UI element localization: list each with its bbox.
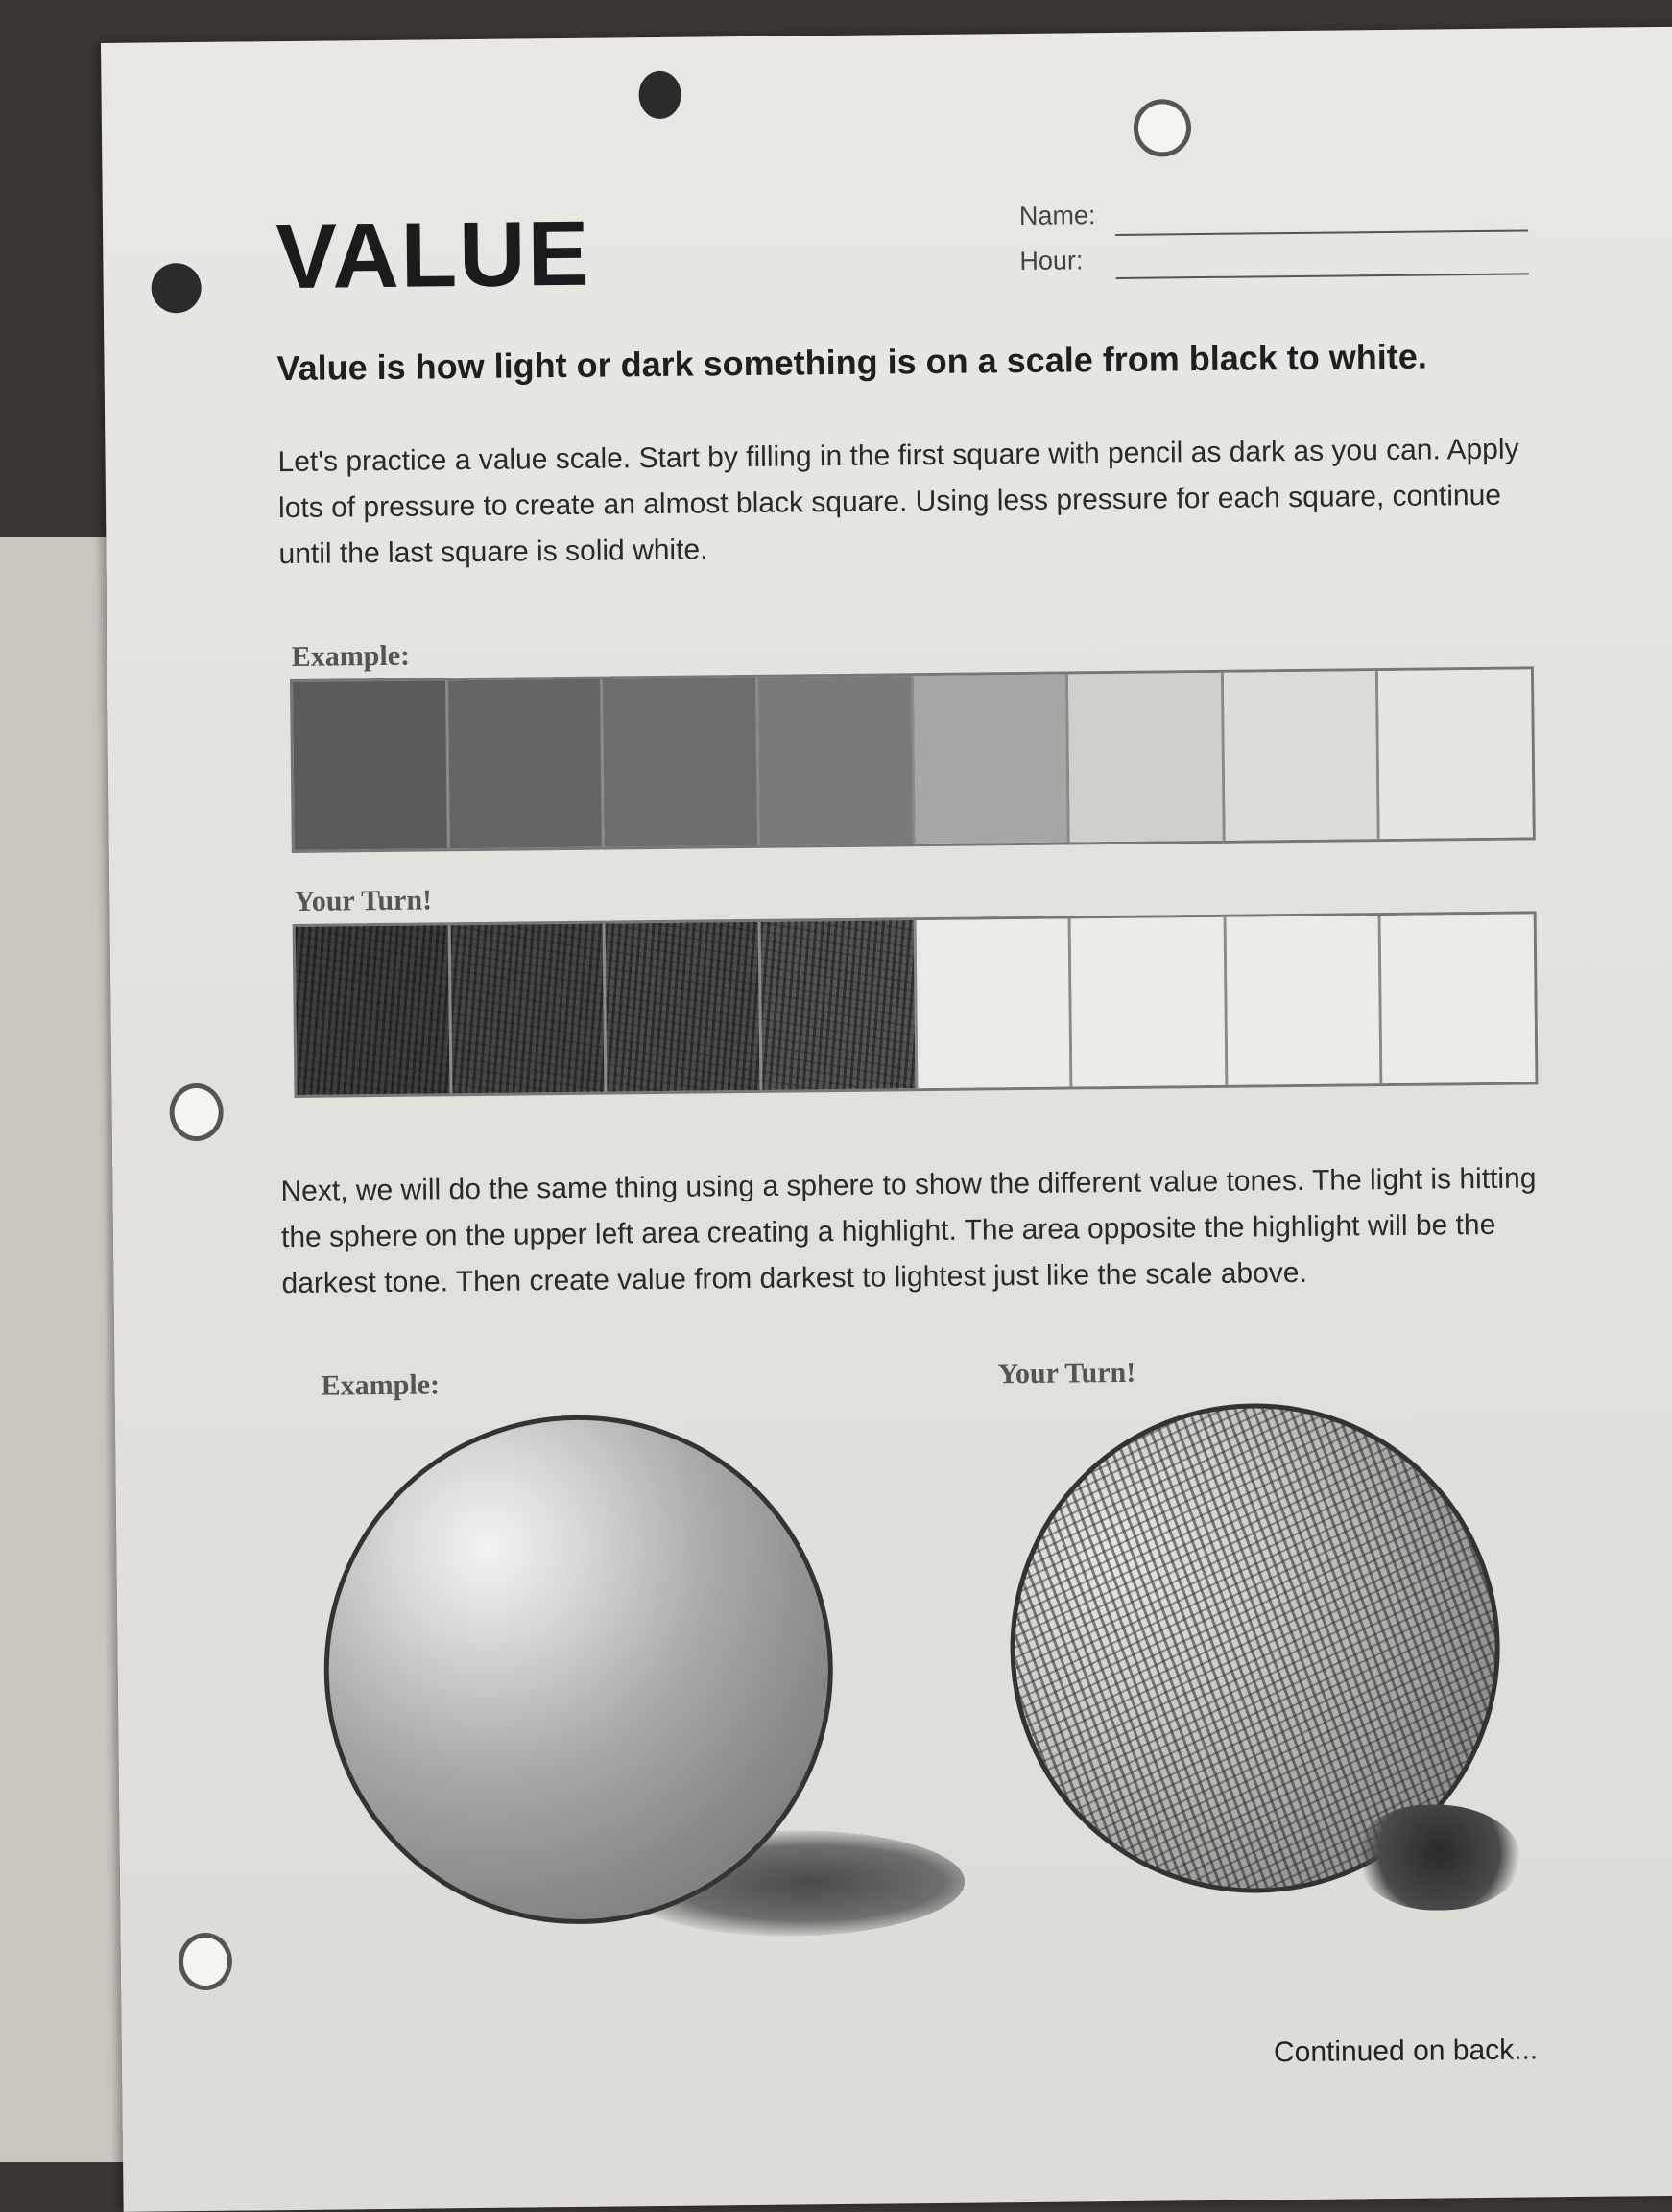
student-scale-cell	[606, 922, 762, 1092]
scale-turn-label: Your Turn!	[294, 884, 433, 917]
hour-line	[1116, 273, 1529, 279]
punch-hole-left-2	[169, 1083, 224, 1142]
scale-example-label: Example:	[291, 639, 411, 673]
student-scale-cell	[1226, 916, 1382, 1085]
continued-note: Continued on back...	[1273, 2034, 1539, 2069]
student-scale-cell	[761, 920, 918, 1090]
example-scale-cell	[293, 680, 449, 850]
example-scale-cell	[1068, 673, 1225, 843]
example-scale-cell	[1224, 671, 1380, 841]
value-definition: Value is how light or dark something is on a scale from black to white.	[276, 336, 1427, 389]
worksheet-title: VALUE	[275, 202, 592, 309]
example-scale-cell	[758, 676, 915, 845]
student-scale-cell	[1381, 914, 1535, 1083]
scale-instructions: Let's practice a value scale. Start by filling in the first square with pencil as dark as you can. Apply lots of pressure to create an almost black square. Using less pressure for each square, continue until the last square is solid white.	[277, 433, 1519, 571]
student-scale-cell	[916, 918, 1072, 1088]
sphere-turn-label: Your Turn!	[997, 1356, 1136, 1391]
punch-hole-left-3	[179, 1933, 233, 1991]
punch-hole-top	[638, 71, 681, 119]
sphere-instructions: Next, we will do the same thing using a sphere to show the different value tones. The light is hitting the sphere on the upper left area creating a highlight. The area opposite the highlight will be the darkest tone. Then create value from darkest to lightest just like the scale above.	[280, 1162, 1537, 1300]
example-value-scale	[290, 666, 1536, 853]
example-scale-cell	[448, 679, 605, 849]
example-scale-cell	[1378, 669, 1532, 839]
student-scale-cell	[1071, 917, 1228, 1087]
example-scale-cell	[913, 674, 1069, 844]
hour-label: Hour:	[1019, 246, 1084, 275]
student-scale-cell	[450, 924, 607, 1094]
student-scale-cell	[296, 925, 452, 1095]
worksheet-page	[101, 26, 1672, 2212]
student-sphere-shadow-scribble	[1357, 1804, 1521, 1912]
name-line	[1115, 229, 1528, 236]
student-value-scale	[293, 911, 1539, 1098]
name-label: Name:	[1018, 201, 1096, 230]
punch-hole-left-1	[151, 263, 202, 314]
sphere-example-label: Example:	[321, 1368, 441, 1402]
example-scale-cell	[603, 678, 759, 847]
punch-hole-top-right	[1134, 99, 1192, 157]
